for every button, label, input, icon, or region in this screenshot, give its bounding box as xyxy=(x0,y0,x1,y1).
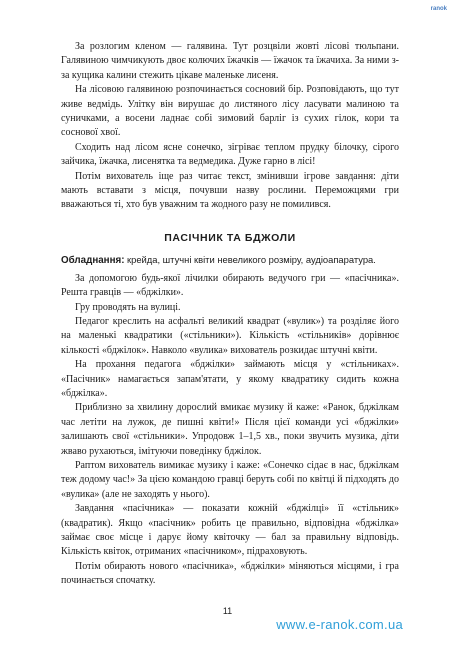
publisher-logo: ranok xyxy=(430,6,447,12)
body-paragraph: За допомогою будь-якої лічилки обирають ведучого гри — «пасічника». Решта гравців — «бджілки». xyxy=(61,272,399,299)
body-paragraph: Потім вихователь іще раз читає текст, змінивши ігрове завдання: діти мають вставати з місця, почувши назву рослини. Переможцями гри вважаються ті, хто був уважним та жодного разу не помилився. xyxy=(61,170,399,211)
body-paragraph: Потім обирають нового «пасічника», «бджілки» міняються місцями, і гра починається спочатку. xyxy=(61,560,399,587)
body-paragraph: Приблизно за хвилину дорослий вмикає музику й каже: «Ранок, бджілкам час летіти на лужок, де пишні квіти!» Після цієї команди усі «бджілки» залишають свої «стільники». Упродовж 1–1,5 хв., поки звучить музика, діти жваво рухаються, імітуючи поведінку бджілок. xyxy=(61,402,399,457)
body-paragraph: Раптом вихователь вимикає музику і каже: «Сонечко сідає в нас, бджілкам теж додому час!» За цією командою гравці беруть собі по квітці й підходять до «вулика» (але не заходять у нього). xyxy=(61,459,399,500)
publisher-website-link[interactable]: www.e-ranok.com.ua xyxy=(276,617,403,632)
equipment-text: крейда, штучні квіти невеликого розміру, аудіоапаратура. xyxy=(127,254,376,266)
body-paragraph: На лісовою галявиною розпочинається сосновий бір. Розповідають, що тут живе ведмідь. Улітку він вирушає до листяного лісу ласувати малиною та суничками, а восени ладнає собі зимовий барліг із сухих гілок, кори та соснової хвої. xyxy=(61,84,399,139)
equipment-line xyxy=(61,253,399,268)
body-paragraph: Завдання «пасічника» — показати кожній «бджілці» її «стільник» (квадратик). Якщо «пасічник» робить це правильно, відповідна «бджілка» займає своє місце і дарує йому квіточку — бал за правильну відповідь. Кількість квіток, отриманих «пасічником», підраховують. xyxy=(61,503,399,558)
body-paragraph: Гру проводять на вулиці. xyxy=(75,301,181,313)
body-paragraph: Сходить над лісом ясне сонечко, зігріває теплом прудку білочку, сірого зайчика, їжачка, лисенятка та ведмедика. Дуже гарно в лісі! xyxy=(61,141,399,168)
page-content xyxy=(61,40,399,589)
body-paragraph: На прохання педагога «бджілки» займають місця у «стільниках». «Пасічник» намагається запам'ятати, у якому квадратику сидить кожна «бджілка». xyxy=(61,359,399,399)
body-paragraph: За розлогим кленом — галявина. Тут розцвіли жовті лісові тюльпани. Галявиною чимчикують двоє колючих їжачків — їжачок та їжачиха. За ними з-за кущика калини стежить цікаве маленьке лисеня. xyxy=(61,41,399,81)
body-paragraph: Педагог креслить на асфальті великий квадрат («вулик») та розділяє його на маленькі квадратики («стільники»). Кількість «стільників» дорівнює кількості «бджілок». Навколо «вулика» вихователь розкидає штучні квіти. xyxy=(61,315,399,356)
equipment-label: Обладнання: xyxy=(61,255,125,267)
section-heading: ПАСІЧНИК ТА БДЖОЛИ xyxy=(164,231,296,244)
page-number: 11 xyxy=(222,606,233,616)
